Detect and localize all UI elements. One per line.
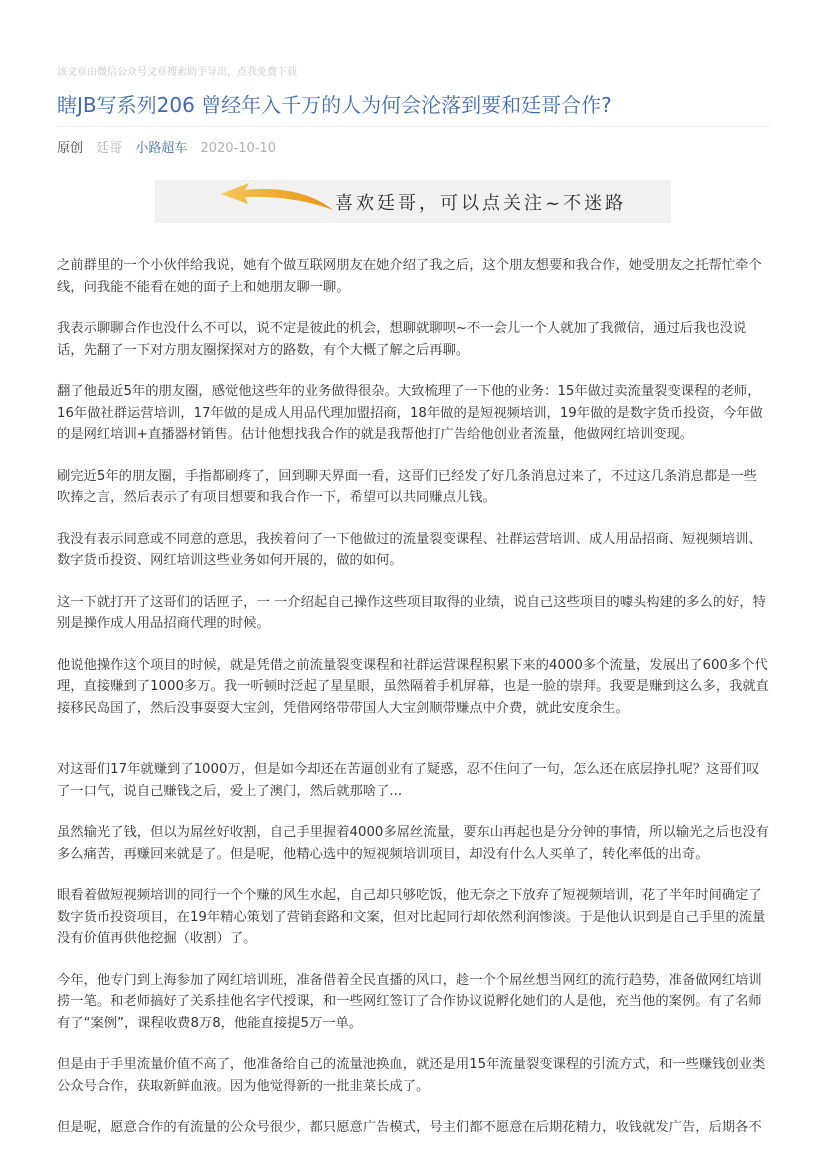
- paragraph: 今年，他专门到上海参加了网红培训班，准备借着全民直播的风口，趁一个个屌丝想当网红的流行趋势，准备做网红培训捞一笔。和老师搞好了关系挂他名字代授课，和一些网红签订了合作协议说孵化她们的人是他，充当他的案例。有了名师有了“案例”，课程收费8万8，他能直接提5万一单。: [57, 972, 762, 1031]
- account-link[interactable]: 小路超车: [135, 141, 188, 156]
- banner-text: 喜欢廷哥，可以点关注~不迷路: [335, 193, 627, 214]
- title-divider: [57, 126, 770, 127]
- paragraph: 但是呢，愿意合作的有流量的公众号很少，都只愿意广告模式，号主们都不愿意在后期花精力，收钱就发广告，后期各不: [57, 1120, 762, 1135]
- author-name: 廷哥: [96, 141, 123, 156]
- publish-date: 2020-10-10: [200, 141, 277, 156]
- paragraph: 但是由于手里流量价值不高了，他准备给自己的流量池换血，就还是用15年流量裂变课程的引流方式，和一些赚钱创业类公众号合作，获取新鲜血液。因为他觉得新的一批韭菜长成了。: [57, 1057, 766, 1094]
- page-title: 瞎JB写系列206 曾经年入千万的人为何会沦落到要和廷哥合作?: [57, 93, 612, 117]
- article-body: [57, 255, 770, 1159]
- curved-arrow-icon: [215, 180, 345, 223]
- article-meta: [57, 140, 285, 158]
- paragraph: 眼看着做短视频培训的同行一个个赚的风生水起，自己却只够吃饭，他无奈之下放弃了短视频培训，花了半年时间确定了数字货币投资项目，在19年精心策划了营销套路和文案，但对比起同行却依然利润惨淡。于是他认识到是自己手里的流量没有价值再供他挖掘（收割）了。: [57, 888, 766, 946]
- paragraph: 这一下就打开了这哥们的话匣子，一 一介绍起自己操作这些项目取得的业绩，说自己这些项目的噱头构建的多么的好，特别是操作成人用品招商代理的时候。: [57, 594, 766, 631]
- paragraph: 翻了他最近5年的朋友圈，感觉他这些年的业务做得很杂。大致梳理了一下他的业务：15年做过卖流量裂变课程的老师，16年做社群运营培训，17年做的是成人用品代理加盟招商，18年做的是短视频培训，19年做的是数字货币投资，今年做的是网红培训+直播器材销售。估计他想找我合作的就是我帮他打广告给他创业者流量，他做网红培训变现。: [57, 384, 763, 442]
- paragraph: 我没有表示同意或不同意的意思，我挨着问了一下他做过的流量裂变课程、社群运营培训、成人用品招商、短视频培训、数字货币投资、网红培训这些业务如何开展的，做的如何。: [57, 531, 762, 568]
- paragraph: 刷完近5年的朋友圈，手指都刷疼了，回到聊天界面一看，这哥们已经发了好几条消息过来了，不过这几条消息都是一些吹捧之言，然后表示了有项目想要和我合作一下，希望可以共同赚点儿钱。: [57, 468, 757, 505]
- export-note-link[interactable]: 该文章由微信公众号文章搜索助手导出，点我免费下载: [57, 67, 297, 78]
- follow-banner: [155, 180, 671, 223]
- paragraph: 我表示聊聊合作也没什么不可以，说不定是彼此的机会，想聊就聊呗~不一会儿一个人就加了我微信，通过后我也没说话，先翻了一下对方朋友圈探探对方的路数，有个大概了解之后再聊。: [57, 321, 747, 358]
- original-badge: 原创: [57, 141, 84, 156]
- paragraph: 虽然输光了钱，但以为屌丝好收割，自己手里握着4000多屌丝流量，要东山再起也是分分钟的事情，所以输光之后也没有多么痛苦，再赚回来就是了。但是呢，他精心选中的短视频培训项目，却没有什么人买单了，转化率低的出奇。: [57, 825, 769, 862]
- paragraph: 对这哥们17年就赚到了1000万，但是如今却还在苦逼创业有了疑惑，忍不住问了一句，怎么还在底层挣扎呢？这哥们叹了一口气，说自己赚钱之后，爱上了澳门，然后就那啥了...: [57, 762, 760, 799]
- paragraph: 之前群里的一个小伙伴给我说，她有个做互联网朋友在她介绍了我之后，这个朋友想要和我合作，她受朋友之托帮忙牵个线，问我能不能看在她的面子上和她朋友聊一聊。: [57, 258, 762, 295]
- paragraph: 他说他操作这个项目的时候，就是凭借之前流量裂变课程和社群运营课程积累下来的4000多个流量，发展出了600多个代理，直接赚到了1000多万。我一听顿时泛起了星星眼，虽然隔着手机屏幕，也是一脸的崇拜。我要是赚到这么多，我就直接移民岛国了，然后没事耍耍大宝剑，凭借网络带带国人大宝剑顺带赚点中介费，就此安度余生。: [57, 657, 769, 716]
